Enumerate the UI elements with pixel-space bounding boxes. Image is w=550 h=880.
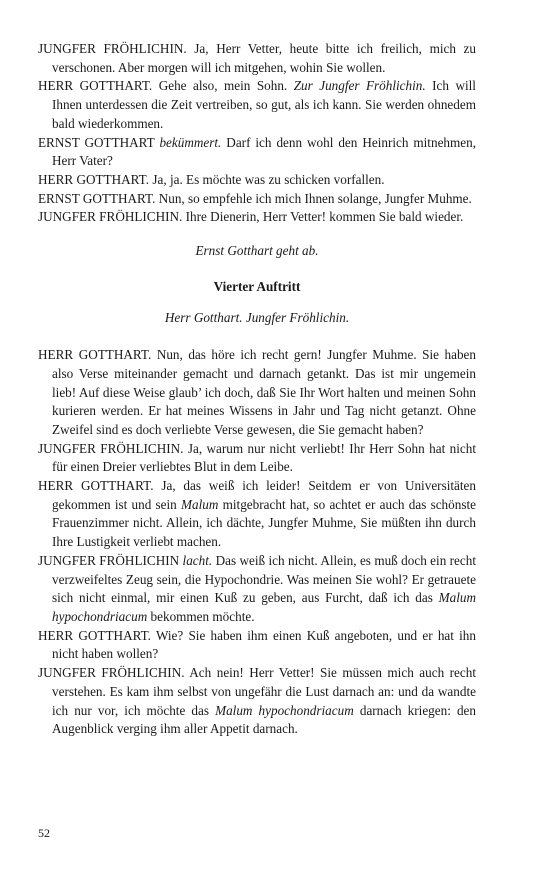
speech-paragraph [38,664,476,739]
speech-paragraph [38,190,476,209]
latin-term: Malum hypochondriacum [215,702,354,718]
stage-direction-cast: Herr Gotthart. Jungfer Fröhlichin. [164,310,350,326]
speaker-name: HERR GOTTHART. [38,171,150,187]
speaker-name: ERNST GOTTHART [38,134,155,150]
speech-text: Wie? Sie haben ihm einen Kuß angeboten, und er hat ihn nicht haben wollen? [52,627,476,662]
stage-direction-exit: Ernst Gotthart geht ab. [195,243,319,259]
speaker-name: HERR GOTTHART. [38,78,153,94]
speaker-name: JUNGFER FRÖHLICHIN. [38,41,187,56]
speech-paragraph [38,346,476,440]
latin-term: Malum [181,496,219,512]
speech-text: Darf ich denn wohl den Heinrich mitnehmen, Herr Vater? [52,134,477,169]
stage-direction: lacht. [182,552,213,568]
speech-text: Gehe also, mein Sohn. [158,78,288,94]
speech-text: Ja, warum nur nicht verliebt! Ihr Herr Sohn hat nicht für einen Dreier verliebtes Blut in dem Leibe. [52,440,476,475]
speech-text: Ja, ja. Es möchte was zu schicken vorfallen. [152,171,385,187]
speech-text: Ja, Herr Vetter, heute bitte ich freilich, mich zu verschonen. Aber morgen will ich mitgehen, wohin Sie wollen. [52,41,477,75]
text-body [38,40,476,739]
speech-text: darnach kriegen: den Augenblick verging ihm aller Appetit darnach. [52,702,476,737]
speech-text: mitgebracht hat, so achtet er auch das schönste Frauenzimmer nicht. Allein, ich dächte, Jungfer Muhme, Sie müßten ihn durch Ihre Lustigkeit verliebt machen. [52,496,476,550]
stage-direction: bekümmert. [159,134,222,150]
speech-paragraph [38,40,476,77]
speech-text: Ich will Ihnen unterdessen die Zeit vertreiben, so gut, als ich kann. Sie werden ohnedem bald wiederkommen. [52,78,476,131]
speech-text: Ja, das weiß ich leider! Seitdem er von Universitäten gekommen ist und sein [52,478,476,512]
speech-paragraph [38,77,476,133]
page-number: 52 [38,826,50,840]
stage-direction: Zur Jungfer Fröhlichin. [293,78,426,94]
speaker-name: ERNST GOTTHART. [38,190,156,206]
speech-paragraph [38,208,476,227]
speech-paragraph [38,627,476,664]
speaker-name: HERR GOTTHART. [38,627,151,643]
speech-text: Ach nein! Herr Vetter! Sie müssen mich auch recht verstehen. Es kam ihm selbst von ungefähr die Lust darnach an: und da wandte ich nur vor, ich möchte das [52,665,476,718]
speech-paragraph [38,171,476,190]
speech-paragraph [38,440,476,477]
speaker-name: HERR GOTTHART. [38,347,152,363]
latin-term: Malum hypochondriacum [52,590,477,624]
speech-text: Nun, so empfehle ich mich Ihnen solange, Jungfer Muhme. [158,190,472,206]
speaker-name: JUNGFER FRÖHLICHIN [38,552,180,568]
speech-paragraph [38,477,476,552]
speech-text: Das weiß ich nicht. Allein, es muß doch ein recht verzweifeltes Zeug sein, die Hypochondrie. Was meinen Sie wohl? Er getrauete sich nicht einmal, mir einen Kuß zu geben, aus Furcht, daß ich das [52,552,477,606]
speaker-name: HERR GOTTHART. [38,478,154,494]
speaker-name: JUNGFER FRÖHLICHIN. [38,209,183,225]
speaker-name: JUNGFER FRÖHLICHIN. [38,440,184,456]
scene-title: Vierter Auftritt [213,278,301,294]
speech-paragraph [38,134,476,171]
speech-text: Nun, das höre ich recht gern! Jungfer Muhme. Sie haben also Verse miteinander gemacht und darnach getankt. Das ist mir ungemein lieb! Auf diese Weise glaub’ ich doch, daß Sie Ihr Wort halten und meinen Sohn kurieren werden. Er hat meines Wissens in Jahr und Tag nicht getanzt. Ohne Zweifel sind es doch verliebte Verse gewesen, die Sie gemacht haben? [52,347,476,437]
speech-paragraph [38,552,476,627]
speech-text: Ihre Dienerin, Herr Vetter! kommen Sie bald wieder. [185,209,464,225]
speech-text: bekommen möchte. [150,608,255,624]
speaker-name: JUNGFER FRÖHLICHIN. [38,665,185,681]
